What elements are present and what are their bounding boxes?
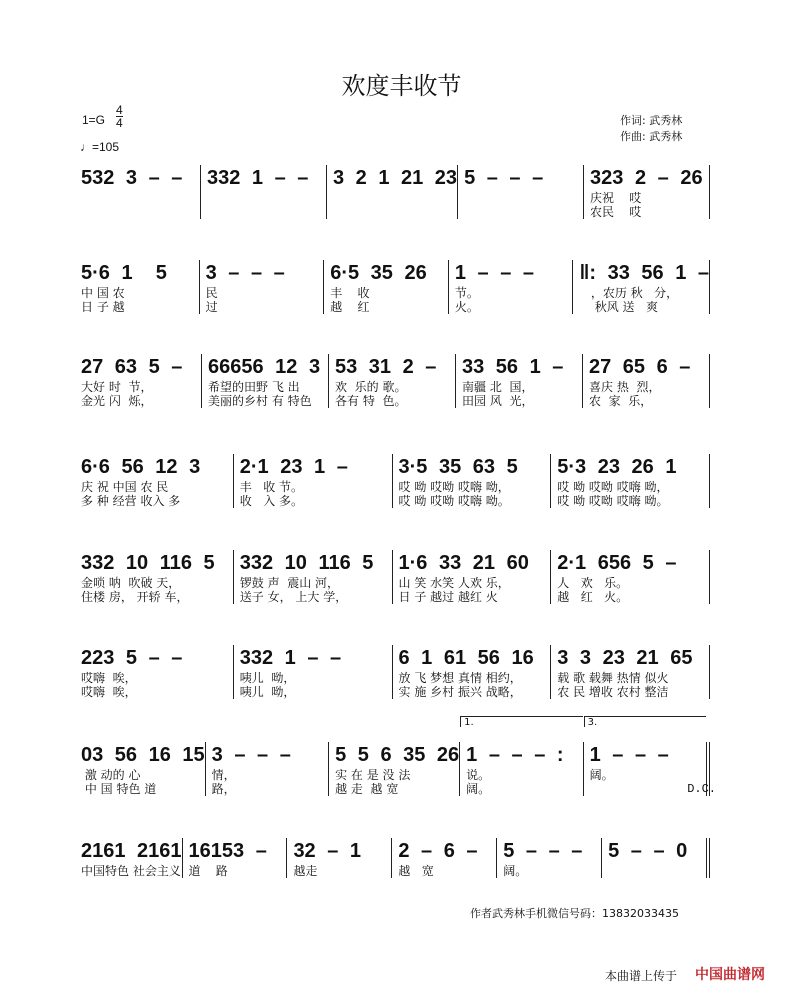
- credits: [620, 113, 682, 145]
- lyric-verse-2: 各有 特 色。: [335, 394, 407, 408]
- lyric-verse-1: 哎 呦 哎呦 哎嗨 呦，: [557, 480, 669, 494]
- time-signature: [116, 104, 123, 129]
- lyric-verse-2: 田园 风 光，: [462, 394, 534, 408]
- notes: 6 1 61 56 16: [398, 647, 534, 669]
- measure: [75, 260, 199, 314]
- upload-note: 本曲谱上传于: [605, 969, 678, 983]
- notes: 5·6 1 5: [81, 262, 167, 284]
- lyric-verse-1: 希望的田野 飞 出: [208, 380, 300, 394]
- notes: 332 10 116 5: [239, 552, 374, 574]
- notes: 32 – 1: [293, 840, 362, 862]
- notes: 5 5 6 35 26: [335, 744, 460, 766]
- measure: [75, 165, 200, 219]
- score-row: [75, 838, 710, 878]
- measure: [572, 260, 710, 314]
- author-contact: 作者武秀林手机微信号码：13832033435: [470, 907, 679, 920]
- lyric-verse-1: 庆祝 哎: [590, 191, 642, 205]
- lyric-verse-2: 秋风 送 爽: [579, 300, 658, 314]
- composer: 作曲: 武秀林: [620, 130, 683, 143]
- lyric-verse-2: 农 民 增收 农村 整洁: [557, 685, 669, 699]
- notes: 66656 12 3: [208, 356, 321, 378]
- measure: [323, 260, 448, 314]
- lyric-verse-1: 锣鼓 声 震山 河，: [239, 576, 340, 590]
- lyric-verse-1: 咦儿 呦，: [239, 671, 296, 685]
- measure: [392, 645, 551, 699]
- lyric-verse-1: 喜庆 热 烈，: [589, 380, 661, 394]
- notes: 2161 2161: [81, 840, 182, 862]
- measure: [550, 454, 710, 508]
- lyric-verse-1: 人 欢 乐。: [557, 576, 629, 590]
- measure: [75, 550, 233, 604]
- notes: 332 1 – –: [239, 647, 342, 669]
- lyric-verse-2: 日 子 越: [81, 300, 125, 314]
- notes: 3 – – –: [205, 262, 285, 284]
- notes: 2 – 6 –: [398, 840, 478, 862]
- notes: 332 1 – –: [206, 167, 309, 189]
- measure: [286, 838, 391, 878]
- lyric-verse-1: 南疆 北 国，: [462, 380, 534, 394]
- lyric-verse-1: 越走: [293, 864, 318, 878]
- lyric-verse-2: 农民 哎: [590, 205, 642, 219]
- measure: [550, 645, 710, 699]
- notes: 3 2 1 21 23: [332, 167, 458, 189]
- time-bottom: 4: [116, 116, 123, 130]
- lyric-verse-1: 阔。: [503, 864, 528, 878]
- notes: ‖: 33 56 1 –: [579, 262, 710, 284]
- lyric-verse-1: 欢 乐的 歌。: [335, 380, 407, 394]
- tempo-marking: ♩=105: [80, 140, 120, 154]
- lyric-verse-1: 民: [205, 286, 218, 300]
- site-logo: 中国曲谱网: [695, 967, 765, 983]
- lyric-verse-1: 丰 收: [330, 286, 370, 300]
- notes: 3 3 23 21 65: [557, 647, 693, 669]
- notes: 16153 –: [188, 840, 267, 862]
- measure: [233, 645, 392, 699]
- measure: [392, 454, 551, 508]
- lyricist: 作词: 武秀林: [620, 114, 683, 127]
- measure: [75, 645, 233, 699]
- lyric-verse-2: 收 入 多。: [239, 494, 304, 508]
- lyric-verse-2: 越 红: [330, 300, 370, 314]
- lyric-verse-2: 哎 呦 哎呦 哎嗨 呦。: [557, 494, 669, 508]
- lyric-verse-2: 多 种 经营 收入 多: [81, 494, 181, 508]
- measure: [75, 838, 182, 878]
- lyric-verse-1: 山 笑 水笑 人欢 乐，: [398, 576, 510, 590]
- measure: [392, 550, 551, 604]
- measure: [233, 550, 392, 604]
- lyric-verse-1: 哎嗨 唉，: [81, 671, 137, 685]
- lyric-verse-1: 道 路: [188, 864, 228, 878]
- score-row: [75, 550, 710, 604]
- da-capo-marking: D.C.: [687, 782, 717, 796]
- measure: [583, 717, 717, 796]
- measure: [75, 354, 201, 408]
- measure: [201, 354, 328, 408]
- lyric-verse-2: 哎嗨 唉，: [81, 685, 137, 699]
- lyric-verse-2: 火。: [454, 300, 479, 314]
- lyric-verse-2: 住楼 房， 开轿 车，: [81, 590, 189, 604]
- measure: [550, 550, 710, 604]
- lyric-verse-1: 丰 收 节。: [239, 480, 304, 494]
- lyric-verse-2: 路，: [211, 782, 236, 796]
- lyric-verse-2: 实 施 乡村 振兴 战略，: [398, 685, 522, 699]
- lyric-verse-2: 阔。: [466, 782, 491, 796]
- notes: 5 – – –: [503, 840, 583, 862]
- key-signature: 1=G: [82, 113, 106, 127]
- lyric-verse-2: 日 子 越过 越红 火: [398, 590, 498, 604]
- measure: [199, 260, 324, 314]
- lyric-verse-2: 越 红 火。: [557, 590, 629, 604]
- notes: 27 63 5 –: [81, 356, 183, 378]
- volta-bracket: 3.: [584, 716, 706, 727]
- lyric-verse-2: 越 走 越 宽: [335, 782, 399, 796]
- lyric-verse-1: 金唢 呐 吹破 天，: [81, 576, 181, 590]
- lyric-verse-1: 越 宽: [398, 864, 434, 878]
- measure: [583, 165, 710, 219]
- lyric-verse-2: 金光 闪 烁，: [81, 394, 153, 408]
- lyric-verse-2: 哎 呦 哎呦 哎嗨 呦。: [398, 494, 510, 508]
- notes: 5·3 23 26 1: [557, 456, 677, 478]
- lyric-verse-1: 哎 呦 哎呦 哎嗨 呦，: [398, 480, 510, 494]
- notes: 27 65 6 –: [589, 356, 691, 378]
- notes: 332 10 116 5: [81, 552, 215, 574]
- lyric-verse-1: 激 动的 心: [81, 768, 141, 782]
- measure: [200, 165, 326, 219]
- notes: 1·6 33 21 60: [398, 552, 529, 574]
- notes: 6·5 35 26: [330, 262, 427, 284]
- lyric-verse-1: 大好 时 节，: [81, 380, 153, 394]
- score-row: [75, 165, 710, 219]
- score-row: [75, 354, 710, 408]
- measure: [457, 165, 583, 219]
- notes: 3 – – –: [211, 744, 291, 766]
- score-row: [75, 717, 717, 796]
- lyric-verse-2: 中 国 特色 道: [81, 782, 157, 796]
- lyric-verse-2: 送子 女， 上大 学，: [239, 590, 348, 604]
- lyric-verse-1: 阔。: [589, 768, 614, 782]
- lyric-verse-2: 过: [205, 300, 218, 314]
- notes: 1 – – – :: [466, 744, 564, 766]
- lyric-verse-1: 情，: [211, 768, 236, 782]
- notes: 1 – – –: [589, 744, 669, 766]
- lyric-verse-1: 放 飞 梦想 真情 相约，: [398, 671, 522, 685]
- measure: [326, 165, 457, 219]
- lyric-verse-2: 美丽的乡村 有 特色: [208, 394, 312, 408]
- measure: [496, 838, 601, 878]
- measure: [391, 838, 496, 878]
- lyric-verse-1: 中 国 农: [81, 286, 125, 300]
- measure: [455, 354, 582, 408]
- lyric-verse-1: 节。: [454, 286, 479, 300]
- volta-bracket: 1.: [460, 716, 582, 727]
- notes: 1 – – –: [454, 262, 534, 284]
- notes: 5 – – 0: [608, 840, 688, 862]
- lyric-verse-1: 实 在 是 没 法: [335, 768, 411, 782]
- notes: 5 – – –: [464, 167, 544, 189]
- notes: 3·5 35 63 5: [398, 456, 518, 478]
- lyric-verse-1: 庆 祝 中国 农 民: [81, 480, 169, 494]
- measure: [601, 838, 710, 878]
- measure: [448, 260, 573, 314]
- measure: [459, 717, 582, 796]
- lyric-verse-2: 农 家 乐，: [589, 394, 653, 408]
- notes: 323 2 – 26: [590, 167, 703, 189]
- score-row: [75, 454, 710, 508]
- notes: 33 56 1 –: [462, 356, 564, 378]
- notes: 53 31 2 –: [335, 356, 437, 378]
- notes: 532 3 – –: [81, 167, 183, 189]
- measure: [75, 454, 233, 508]
- time-top: 4: [116, 103, 123, 117]
- notes: 03 56 16 15: [81, 744, 205, 766]
- lyric-verse-2: 咦儿 呦，: [239, 685, 296, 699]
- measure: [328, 354, 455, 408]
- measure: [582, 354, 710, 408]
- lyric-verse-1: 载 歌 载舞 热情 似火: [557, 671, 669, 685]
- notes: 2·1 23 1 –: [239, 456, 348, 478]
- lyric-verse-1: ，农历 秋 分，: [579, 286, 679, 300]
- measure: [75, 742, 205, 796]
- song-title: 欢度丰收节: [341, 72, 462, 100]
- lyric-verse-1: 中国特色 社会主义: [81, 864, 181, 878]
- measure: [233, 454, 392, 508]
- score-row: [75, 260, 710, 314]
- measure: [182, 838, 287, 878]
- score-row: [75, 645, 710, 699]
- measure: [205, 742, 328, 796]
- measure: [328, 742, 459, 796]
- notes: 2·1 656 5 –: [557, 552, 677, 574]
- lyric-verse-1: 说。: [466, 768, 491, 782]
- notes: 6·6 56 12 3: [81, 456, 201, 478]
- notes: 223 5 – –: [81, 647, 183, 669]
